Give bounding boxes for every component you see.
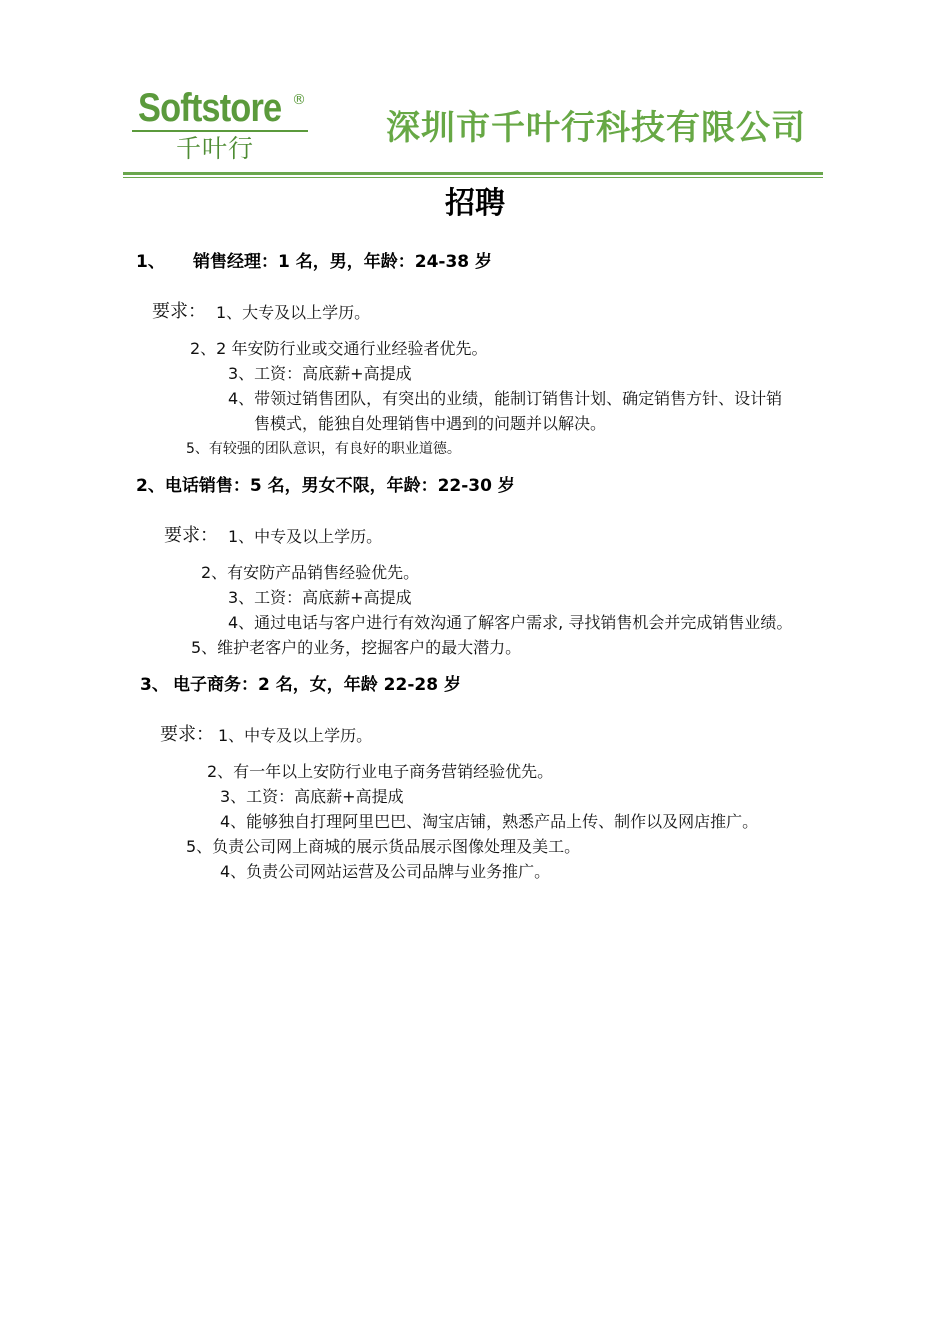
position-2-heading: 2、电话销售：5 名，男女不限，年龄：22-30 岁 — [136, 476, 515, 496]
header-rule-thick — [123, 172, 823, 175]
position-1-item-2: 2、2 年安防行业或交通行业经验者优先。 — [190, 339, 488, 358]
position-1-item-1: 1、大专及以上学历。 — [216, 303, 371, 322]
position-3-heading: 电子商务：2 名，女，年龄 22-28 岁 — [173, 675, 461, 695]
position-1-item-4-continued: 售模式，能独自处理销售中遇到的问题并以解决。 — [254, 414, 607, 433]
position-2-item-1: 1、中专及以上学历。 — [228, 527, 383, 546]
position-2-item-3: 3、工资：高底薪+高提成 — [228, 588, 412, 607]
position-1-item-3: 3、工资：高底薪+高提成 — [228, 364, 412, 383]
position-1-item-5: 5、有较强的团队意识，有良好的职业道德。 — [186, 441, 461, 457]
position-3-item-3: 3、工资：高底薪+高提成 — [220, 787, 404, 806]
position-3-item-4: 4、能够独自打理阿里巴巴、淘宝店铺，熟悉产品上传、制作以及网店推广。 — [220, 812, 759, 831]
position-2-requirement-label: 要求： — [164, 525, 218, 546]
position-1-requirement-label: 要求： — [152, 301, 206, 322]
position-3-item-1: 1、中专及以上学历。 — [218, 726, 373, 745]
position-2-item-2: 2、有安防产品销售经验优先。 — [201, 563, 420, 582]
position-1-item-4: 4、带领过销售团队，有突出的业绩，能制订销售计划、确定销售方针、设计销 — [228, 389, 783, 408]
position-3-item-6: 4、负责公司网站运营及公司品牌与业务推广。 — [220, 862, 551, 881]
page-title: 招聘 — [445, 186, 505, 221]
position-1-heading: 销售经理：1 名，男，年龄：24-38 岁 — [193, 252, 493, 272]
position-1-number: 1、 — [136, 252, 165, 272]
position-3-item-5: 5、负责公司网上商城的展示货品展示图像处理及美工。 — [186, 837, 581, 856]
company-logo-text: Softstore — [138, 86, 282, 130]
company-name: 深圳市千叶行科技有限公司 — [386, 108, 806, 148]
position-2-item-5: 5、维护老客户的业务，挖掘客户的最大潜力。 — [191, 638, 522, 657]
company-logo-chinese: 千叶行 — [176, 134, 255, 163]
position-3-requirement-label: 要求： — [160, 724, 214, 745]
position-2-item-4: 4、通过电话与客户进行有效沟通了解客户需求, 寻找销售机会并完成销售业绩。 — [228, 613, 793, 632]
registered-mark: ® — [292, 92, 306, 108]
position-3-item-2: 2、有一年以上安防行业电子商务营销经验优先。 — [207, 762, 554, 781]
header-rule-thin — [123, 177, 823, 178]
position-3-number: 3、 — [140, 675, 169, 695]
logo-divider — [132, 130, 308, 132]
